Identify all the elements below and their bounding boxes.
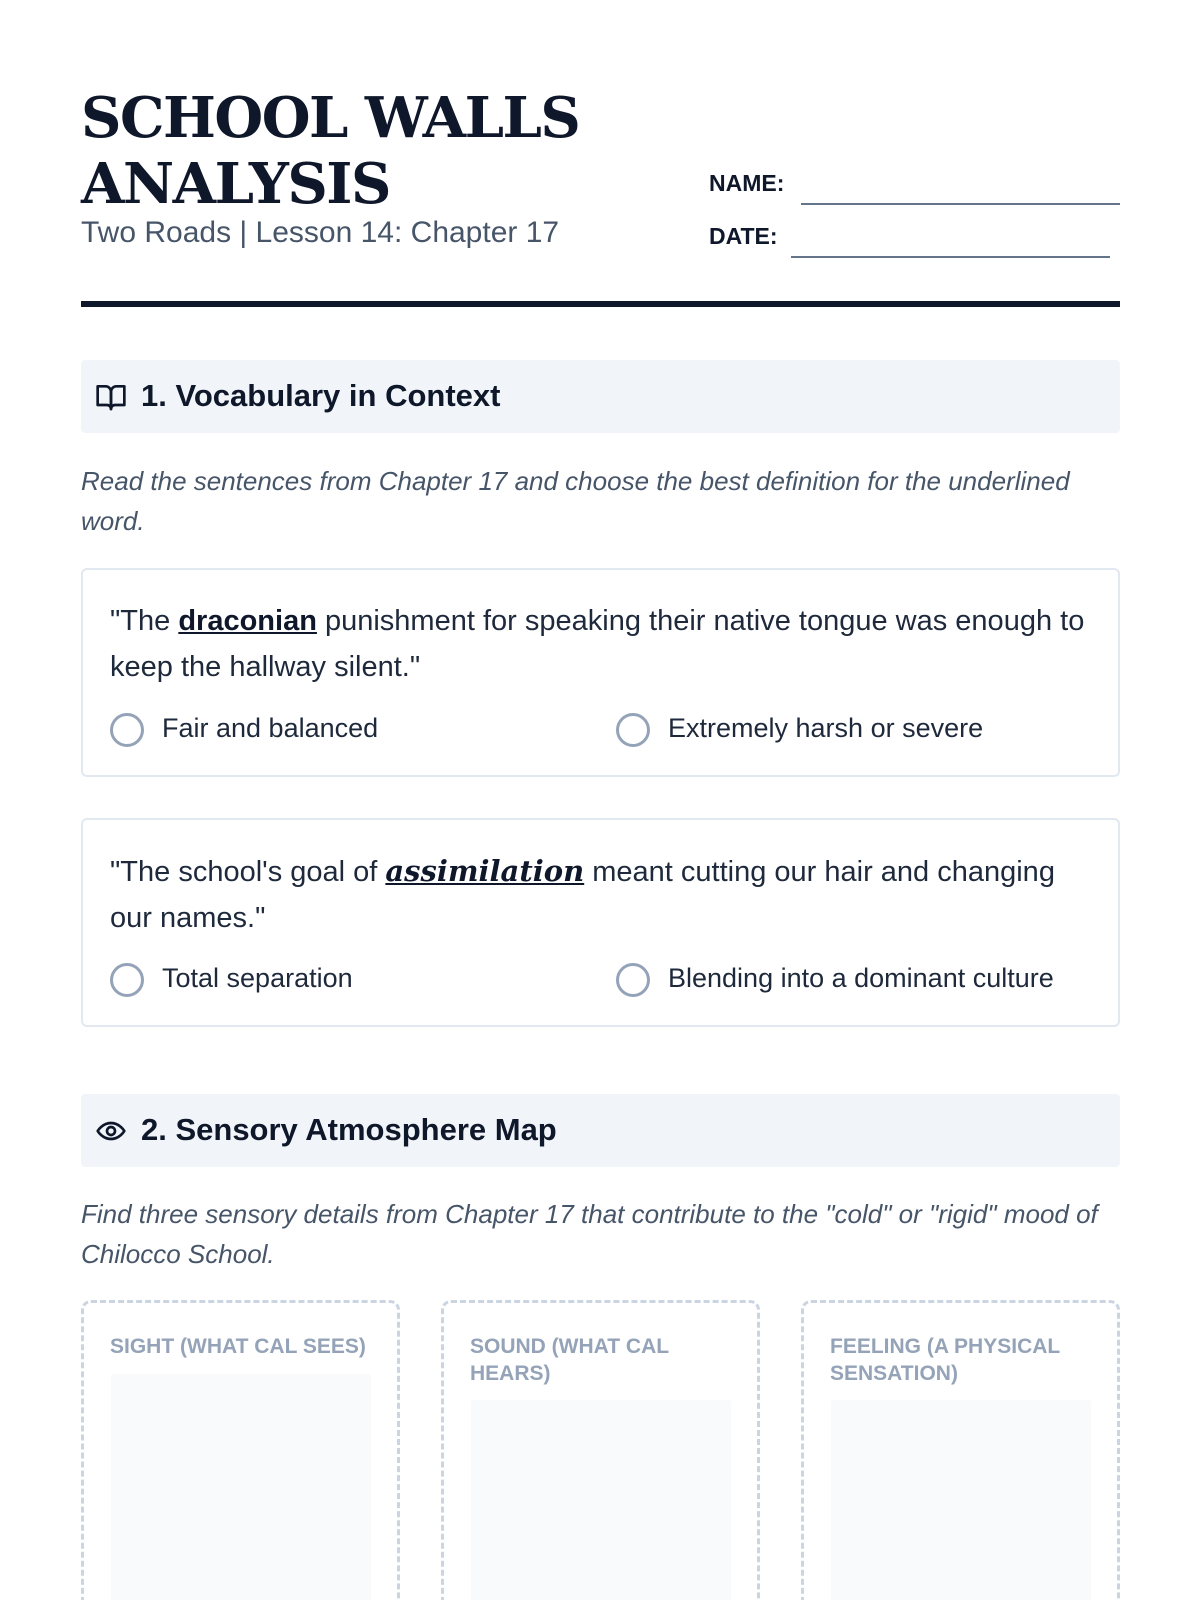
date-field-row [709,223,1120,276]
sense-box-label: SOUND (WHAT CAL HEARS) [470,1335,669,1385]
option-label: Blending into a dominant culture [668,963,1054,993]
option-label: Fair and balanced [162,713,379,743]
feeling-answer-area[interactable] [831,1400,1091,1600]
vocab-word: draconian [178,605,317,637]
radio-button[interactable] [616,713,650,747]
sense-box-sight [81,1300,400,1600]
option-label: Total separation [162,963,353,993]
sentence-text: "The school's goal of [110,856,386,888]
sense-box-feeling [801,1300,1120,1600]
answer-option[interactable] [616,712,1096,748]
eye-icon [95,1115,127,1147]
sight-answer-area[interactable] [111,1374,371,1600]
vocab-question-2 [81,818,1120,1027]
section-vocabulary-instructions: Read the sentences from Chapter 17 and choose the best definition for the underlined word. [81,466,1070,536]
sentence-text: punishment for speaking their native tongue was enough to keep the hallway silent." [110,605,1085,683]
sentence-text: meant cutting our hair and changing our names." [110,856,1055,934]
sense-box-sound [441,1300,760,1600]
section-sensory-instructions: Find three sensory details from Chapter 17 that contribute to the "cold" or "rigid" mood of Chilocco School. [81,1199,1098,1269]
answer-option[interactable] [110,962,540,998]
sound-answer-area[interactable] [471,1400,731,1600]
vocab-sentence [110,598,1100,690]
radio-button[interactable] [110,713,144,747]
vocab-word: assimilation [385,854,585,888]
book-open-icon [95,381,127,413]
answer-option[interactable] [110,712,540,748]
radio-button[interactable] [110,963,144,997]
vocab-sentence [110,848,1100,941]
date-label: DATE: [709,223,778,249]
page-subtitle: Two Roads | Lesson 14: Chapter 17 [81,216,560,249]
answer-option[interactable] [616,962,1096,998]
date-field[interactable] [791,256,1110,258]
page-title: SCHOOL WALLS ANALYSIS [81,85,580,217]
sense-box-label: SIGHT (WHAT CAL SEES) [110,1335,366,1358]
section-vocabulary-title: 1. Vocabulary in Context [141,378,501,413]
header-divider [81,301,1120,307]
student-info-fields [709,170,1120,276]
section-vocabulary-header [81,360,1120,433]
name-label: NAME: [709,170,785,196]
worksheet-header [81,85,1120,305]
radio-button[interactable] [616,963,650,997]
option-label: Extremely harsh or severe [668,713,984,743]
sense-box-label: FEELING (A PHYSICAL SENSATION) [830,1335,1060,1385]
worksheet-page [81,0,1120,1600]
name-field[interactable] [801,203,1120,205]
vocab-question-1 [81,568,1120,777]
sentence-text: "The [110,605,179,637]
name-field-row [709,170,1120,223]
section-sensory-header [81,1094,1120,1167]
section-sensory-title: 2. Sensory Atmosphere Map [141,1112,557,1147]
